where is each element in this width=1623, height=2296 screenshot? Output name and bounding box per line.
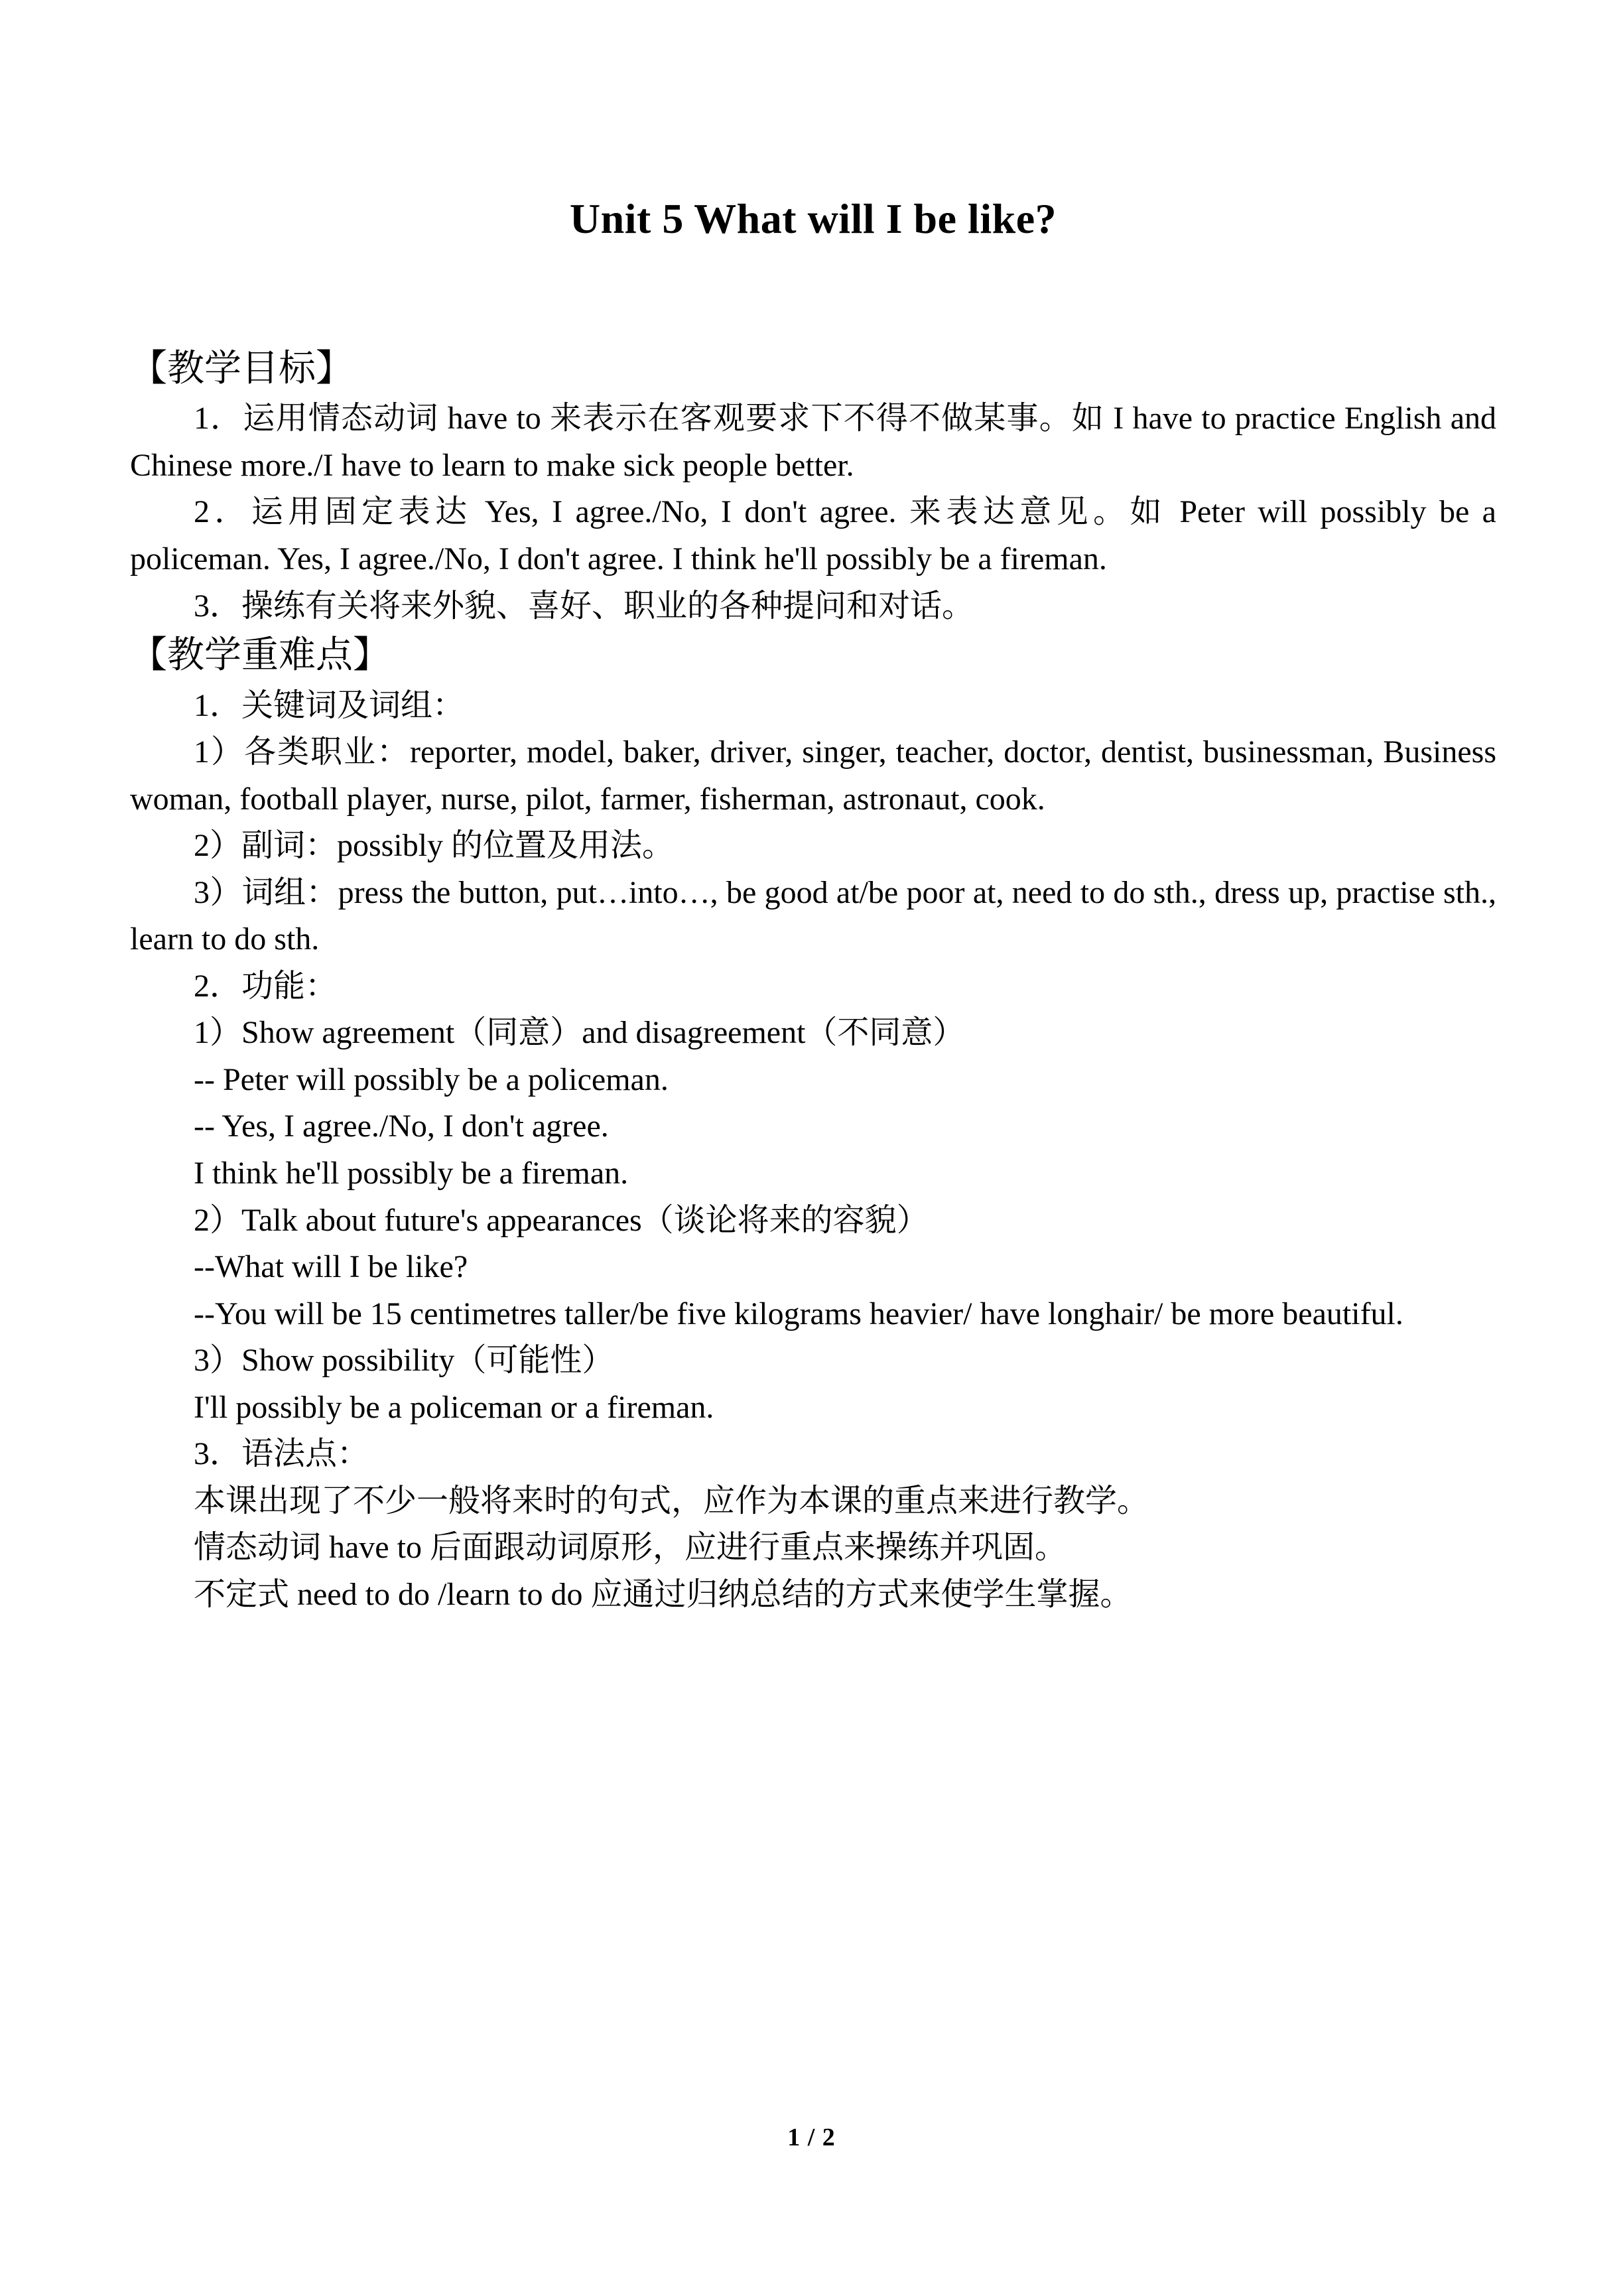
grammar-note-future-tense: 本课出现了不少一般将来时的句式，应作为本课的重点来进行教学。 (194, 1483, 1149, 1519)
dialogue-line-possibly-policeman: I'll possibly be a policeman or a fireman. (194, 1389, 714, 1425)
grammar-points-item-3: 3．语法点： (194, 1436, 369, 1472)
page-title: Unit 5 What will I be like? (569, 195, 1057, 242)
grammar-note-have-to: 情态动词 have to 后面跟动词原形，应进行重点来操练并巩固。 (194, 1530, 1067, 1566)
dialogue-line-fireman: I think he'll possibly be a fireman. (194, 1156, 629, 1191)
key-points-adverb: 2）副词：possibly 的位置及用法。 (194, 828, 675, 864)
section-heading-key-difficulties: 【教学重难点】 (130, 635, 390, 677)
grammar-note-infinitive: 不定式 need to do /learn to do 应通过归纳总结的方式来使学生掌握。 (194, 1576, 1132, 1612)
dialogue-line-agree-disagree: -- Yes, I agree./No, I don't agree. (194, 1109, 609, 1144)
page-footer: 1 / 2 (787, 2124, 836, 2151)
key-points-professions: 1）各类职业：reporter, model, baker, driver, singer, teacher, doctor, dentist, businessman, Business woman, football player, nurse, pilot, farmer, fisherman, astronaut, cook. (130, 734, 1496, 817)
function-talk-appearances: 2）Talk about future's appearances（谈论将来的容貌） (194, 1202, 929, 1238)
objective-item-1: 1．运用情态动词 have to 来表示在客观要求下不得不做某事。如 I have to practice English and Chinese more./I have to learn to make sick people better. (130, 401, 1496, 483)
section-heading-teaching-objectives: 【教学目标】 (130, 348, 353, 389)
key-points-phrases: 3）词组：press the button, put…into…, be good at/be poor at, need to do sth., dress up, practise sth., learn to do sth. (130, 874, 1496, 957)
document-body (130, 0, 1496, 1619)
function-show-possibility: 3）Show possibility（可能性） (194, 1343, 614, 1379)
key-points-item-1: 1．关键词及词组： (194, 687, 465, 723)
title-spacer (130, 245, 1496, 343)
dialogue-line-you-will-be: --You will be 15 centimetres taller/be five kilograms heavier/ have longhair/ be more beautiful. (194, 1296, 1403, 1331)
function-show-agreement: 1）Show agreement（同意）and disagreement（不同意） (194, 1015, 965, 1051)
dialogue-line-what-will-i-be-like: --What will I be like? (194, 1249, 468, 1285)
functions-item-2: 2．功能： (194, 968, 338, 1004)
objective-item-2: 2．运用固定表达 Yes, I agree./No, I don't agree. 来表达意见。如 Peter will possibly be a policeman. Yes, I agree./No, I don't agree. I think he'll possibly be a fireman. (130, 494, 1496, 576)
objective-item-3: 3．操练有关将来外貌、喜好、职业的各种提问和对话。 (194, 588, 974, 624)
dialogue-line-peter-policeman: -- Peter will possibly be a policeman. (194, 1061, 669, 1097)
